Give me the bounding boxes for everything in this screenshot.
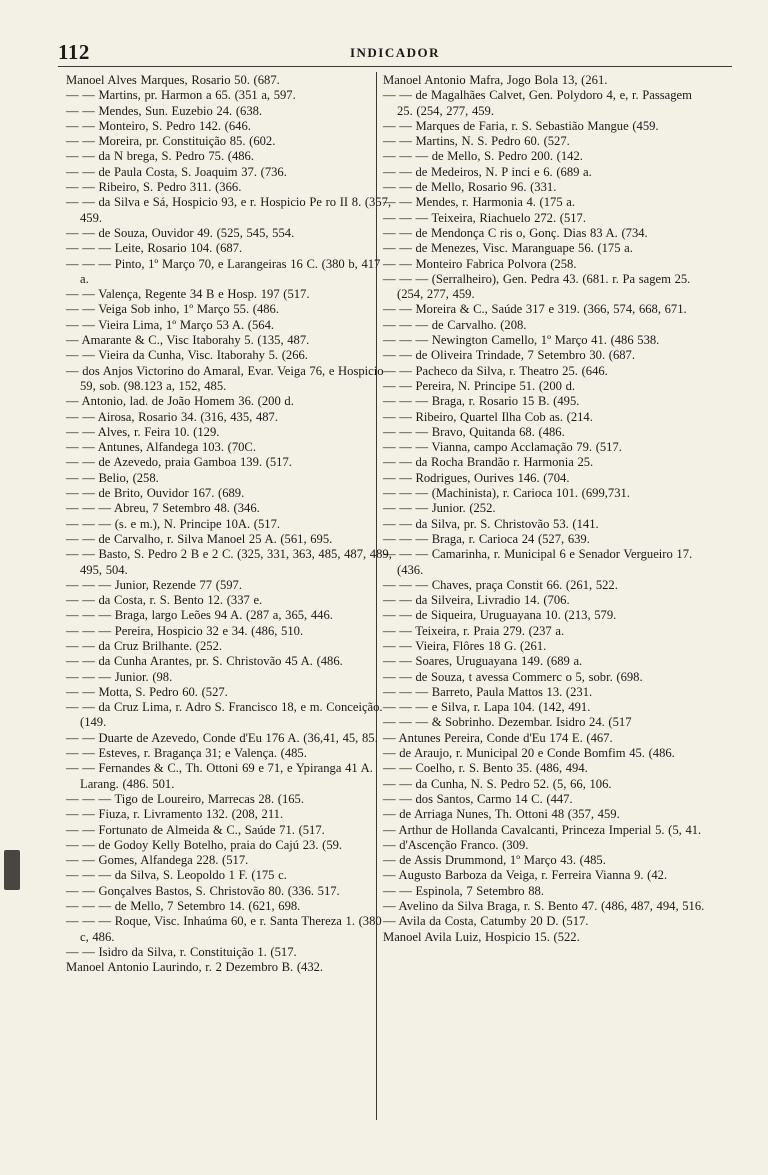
- directory-entry: — — Isidro da Silva, r. Constituição 1. (517.: [66, 944, 297, 959]
- directory-entry: — — Martins, N. S. Pedro 60. (527.: [383, 134, 570, 149]
- directory-entry: — — Valença, Regente 34 B e Hosp. 197 (517.: [66, 287, 310, 302]
- directory-entry: — Avelino da Silva Braga, r. S. Bento 47. (486, 487, 494, 516.: [383, 899, 705, 914]
- directory-entry: — — Fortunato de Almeida & C., Saúde 71. (517.: [66, 822, 325, 837]
- directory-entry: — — Esteves, r. Bragança 31; e Valença. (485.: [66, 746, 307, 761]
- directory-entry: — — de Souza, t avessa Commerc o 5, sobr. (698.: [383, 669, 643, 684]
- directory-entry: — — — Junior, Rezende 77 (597.: [66, 577, 242, 592]
- directory-entry: — — Teixeira, r. Praia 279. (237 a.: [383, 623, 565, 638]
- directory-entry: — de Araujo, r. Municipal 20 e Conde Bomfim 45. (486.: [383, 746, 675, 761]
- header-rule: [58, 66, 732, 67]
- directory-entry: — — — Camarinha, r. Municipal 6 e Senador Vergueiro 17. (436.: [383, 547, 693, 577]
- directory-entry: — — Airosa, Rosario 34. (316, 435, 487.: [66, 409, 278, 424]
- directory-entry: — — — Braga, r. Carioca 24 (527, 639.: [383, 531, 590, 546]
- directory-entry: — — Motta, S. Pedro 60. (527.: [66, 684, 228, 699]
- margin-stamp: [4, 850, 20, 890]
- directory-entry: — — — Abreu, 7 Setembro 48. (346.: [66, 501, 260, 516]
- directory-entry: — — — de Carvalho. (208.: [383, 317, 527, 332]
- directory-entry: — — — Pereira, Hospicio 32 e 34. (486, 510.: [66, 623, 304, 638]
- directory-entry: — Augusto Barboza da Veiga, r. Ferreira Vianna 9. (42.: [383, 868, 668, 883]
- directory-entry: — — — de Mello, S. Pedro 200. (142.: [383, 149, 583, 164]
- directory-entry: — dos Anjos Victorino do Amaral, Evar. Veiga 76, e Hospicio 59, sob. (98.123 a, 152, 485.: [66, 363, 384, 393]
- directory-entry: — — — Newington Camello, 1º Março 41. (486 538.: [383, 333, 660, 348]
- directory-entry: — — Vieira, Flôres 18 G. (261.: [383, 638, 547, 653]
- directory-entry: — — de Paula Costa, S. Joaquim 37. (736.: [66, 164, 287, 179]
- directory-entry: — Amarante & C., Visc Itaborahy 5. (135, 487.: [66, 333, 310, 348]
- directory-entry: — — da Silva, pr. S. Christovão 53. (141.: [383, 516, 599, 531]
- directory-entry: — — — Pinto, 1º Março 70, e Larangeiras 16 C. (380 b, 417 a.: [66, 256, 381, 286]
- directory-entry: — — — & Sobrinho. Dezembar. Isidro 24. (517: [383, 715, 632, 730]
- directory-entry: — — Vieira da Cunha, Visc. Itaborahy 5. (266.: [66, 348, 308, 363]
- directory-entry: — — de Carvalho, r. Silva Manoel 25 A. (561, 695.: [66, 531, 333, 546]
- directory-entry: — d'Ascenção Franco. (309.: [383, 837, 529, 852]
- directory-entry: — — de Menezes, Visc. Maranguape 56. (175 a.: [383, 241, 633, 256]
- directory-entry: Manoel Avila Luiz, Hospicio 15. (522.: [383, 929, 580, 944]
- left-column: [66, 73, 392, 976]
- directory-entry: — — — Junior. (98.: [66, 669, 173, 684]
- directory-entry: — — — Teixeira, Riachuelo 272. (517.: [383, 210, 586, 225]
- directory-entry: — — de Magalhães Calvet, Gen. Polydoro 4, e, r. Passagem 25. (254, 277, 459.: [383, 88, 692, 118]
- directory-entry: Manoel Antonio Laurindo, r. 2 Dezembro B. (432.: [66, 960, 324, 975]
- directory-entry: — — Duarte de Azevedo, Conde d'Eu 176 A. (36,41, 45, 85.: [66, 730, 378, 745]
- directory-entry: — — da N brega, S. Pedro 75. (486.: [66, 149, 254, 164]
- directory-entry: — Antunes Pereira, Conde d'Eu 174 E. (467.: [383, 730, 613, 745]
- directory-entry: — — Belio, (258.: [66, 470, 159, 485]
- directory-entry: — — — (s. e m.), N. Principe 10A. (517.: [66, 516, 281, 531]
- directory-entry: — — — Junior. (252.: [383, 501, 496, 516]
- directory-entry: — — da Silva e Sá, Hospicio 93, e r. Hospicio Pe ro II 8. (357, 459.: [66, 195, 392, 225]
- directory-entry: — — — (Machinista), r. Carioca 101. (699,731.: [383, 486, 630, 501]
- directory-entry: — Avila da Costa, Catumby 20 D. (517.: [383, 914, 589, 929]
- right-column: [383, 73, 709, 945]
- directory-entry: — — Mendes, r. Harmonia 4. (175 a.: [383, 195, 576, 210]
- directory-entry: — — — Bravo, Quitanda 68. (486.: [383, 424, 565, 439]
- directory-entry: — — — Braga, r. Rosario 15 B. (495.: [383, 394, 580, 409]
- directory-entry: — — Fernandes & C., Th. Ottoni 69 e 71, e Ypiranga 41 A. Larang. (486. 501.: [66, 761, 373, 791]
- directory-entry: — — — e Silva, r. Lapa 104. (142, 491.: [383, 700, 591, 715]
- directory-entry: — — Moreira & C., Saúde 317 e 319. (366, 574, 668, 671.: [383, 302, 687, 317]
- directory-entry: — — Monteiro Fabrica Polvora (258.: [383, 256, 577, 271]
- directory-entry: — — da Cruz Brilhante. (252.: [66, 638, 223, 653]
- directory-entry: — — Moreira, pr. Constituição 85. (602.: [66, 134, 276, 149]
- directory-entry: — — Basto, S. Pedro 2 B e 2 C. (325, 331, 363, 485, 487, 489, 495, 504.: [66, 547, 392, 577]
- directory-entry: — — da Silveira, Livradio 14. (706.: [383, 593, 570, 608]
- directory-entry: — — — Tigo de Loureiro, Marrecas 28. (165.: [66, 791, 304, 806]
- directory-entry: — — — Vianna, campo Acclamação 79. (517.: [383, 440, 622, 455]
- page-number: 112: [58, 40, 90, 64]
- directory-entry: — — de Oliveira Trindade, 7 Setembro 30. (687.: [383, 348, 635, 363]
- directory-entry: — — da Cruz Lima, r. Adro S. Francisco 18, e m. Conceição. (149.: [66, 700, 383, 730]
- directory-entry: — — — Barreto, Paula Mattos 13. (231.: [383, 684, 593, 699]
- directory-entry: — — Vieira Lima, 1º Março 53 A. (564.: [66, 317, 275, 332]
- directory-entry: — — Ribeiro, S. Pedro 311. (366.: [66, 180, 242, 195]
- directory-entry: Manoel Alves Marques, Rosario 50. (687.: [66, 73, 280, 87]
- directory-entry: — — — da Silva, S. Leopoldo 1 F. (175 c.: [66, 868, 287, 883]
- directory-entry: — — Pereira, N. Principe 51. (200 d.: [383, 378, 576, 393]
- directory-entry: — — Mendes, Sun. Euzebio 24. (638.: [66, 103, 263, 118]
- directory-entry: — Antonio, lad. de João Homem 36. (200 d.: [66, 394, 294, 409]
- directory-entry: — Arthur de Hollanda Cavalcanti, Princeza Imperial 5. (5, 41.: [383, 822, 702, 837]
- directory-entry: — — de Souza, Ouvidor 49. (525, 545, 554.: [66, 225, 295, 240]
- directory-entry: — — dos Santos, Carmo 14 C. (447.: [383, 791, 573, 806]
- directory-entry: — — Alves, r. Feira 10. (129.: [66, 424, 220, 439]
- directory-entry: — — Fiuza, r. Livramento 132. (208, 211.: [66, 807, 284, 822]
- directory-entry: — — Veiga Sob inho, 1º Março 55. (486.: [66, 302, 280, 317]
- directory-entry: — — — de Mello, 7 Setembro 14. (621, 698.: [66, 899, 301, 914]
- directory-entry: — — Gonçalves Bastos, S. Christovão 80. (336. 517.: [66, 883, 340, 898]
- directory-entry: — — Pacheco da Silva, r. Theatro 25. (646.: [383, 363, 608, 378]
- directory-entry: — — de Mello, Rosario 96. (331.: [383, 180, 557, 195]
- directory-entry: — de Arriaga Nunes, Th. Ottoni 48 (357, 459.: [383, 807, 620, 822]
- page-title: INDICADOR: [349, 45, 441, 60]
- directory-entry: — — — Leite, Rosario 104. (687.: [66, 241, 243, 256]
- directory-entry: — — Martins, pr. Harmon a 65. (351 a, 597.: [66, 88, 296, 103]
- directory-entry: — — Gomes, Alfandega 228. (517.: [66, 853, 249, 868]
- directory-entry: — — — Braga, largo Leões 94 A. (287 a, 365, 446.: [66, 608, 333, 623]
- directory-entry: — — de Medeiros, N. P inci e 6. (689 a.: [383, 164, 592, 179]
- directory-entry: — — — (Serralheiro), Gen. Pedra 43. (681. r. Pa sagem 25. (254, 277, 459.: [383, 271, 691, 302]
- directory-entry: — — da Costa, r. S. Bento 12. (337 e.: [66, 593, 263, 608]
- directory-entry: — — da Rocha Brandão r. Harmonia 25.: [383, 455, 594, 470]
- directory-entry: — — da Cunha Arantes, pr. S. Christovão 45 A. (486.: [66, 654, 343, 669]
- directory-entry: — — — Roque, Visc. Inhaúma 60, e r. Santa Thereza 1. (380 c, 486.: [66, 914, 382, 944]
- directory-entry: — — Soares, Uruguayana 149. (689 a.: [383, 654, 583, 669]
- directory-entry: — — Marques de Faria, r. S. Sebastião Mangue (459.: [383, 118, 659, 133]
- directory-entry: — — da Cunha, N. S. Pedro 52. (5, 66, 106.: [383, 776, 612, 791]
- directory-entry: — — — Chaves, praça Constit 66. (261, 522.: [383, 577, 618, 592]
- directory-entry: Manoel Antonio Mafra, Jogo Bola 13, (261.: [383, 73, 608, 87]
- directory-entry: — — Coelho, r. S. Bento 35. (486, 494.: [383, 761, 588, 776]
- directory-entry: — — Ribeiro, Quartel Ilha Cob as. (214.: [383, 409, 593, 424]
- directory-entry: — de Assis Drummond, 1º Março 43. (485.: [383, 853, 606, 868]
- directory-entry: — — Monteiro, S. Pedro 142. (646.: [66, 118, 251, 133]
- directory-entry: — — Espinola, 7 Setembro 88.: [383, 883, 544, 898]
- directory-entry: — — de Azevedo, praia Gamboa 139. (517.: [66, 455, 292, 470]
- directory-entry: — — de Brito, Ouvidor 167. (689.: [66, 486, 245, 501]
- directory-entry: — — de Siqueira, Uruguayana 10. (213, 579.: [383, 608, 617, 623]
- directory-entry: — — Rodrigues, Ourives 146. (704.: [383, 470, 570, 485]
- page-header: [58, 40, 732, 66]
- directory-entry: — — de Godoy Kelly Botelho, praia do Cajú 23. (59.: [66, 837, 343, 852]
- directory-entry: — — de Mendonça C ris o, Gonç. Dias 83 A. (734.: [383, 225, 648, 240]
- directory-entry: — — Antunes, Alfandega 103. (70C.: [66, 440, 256, 455]
